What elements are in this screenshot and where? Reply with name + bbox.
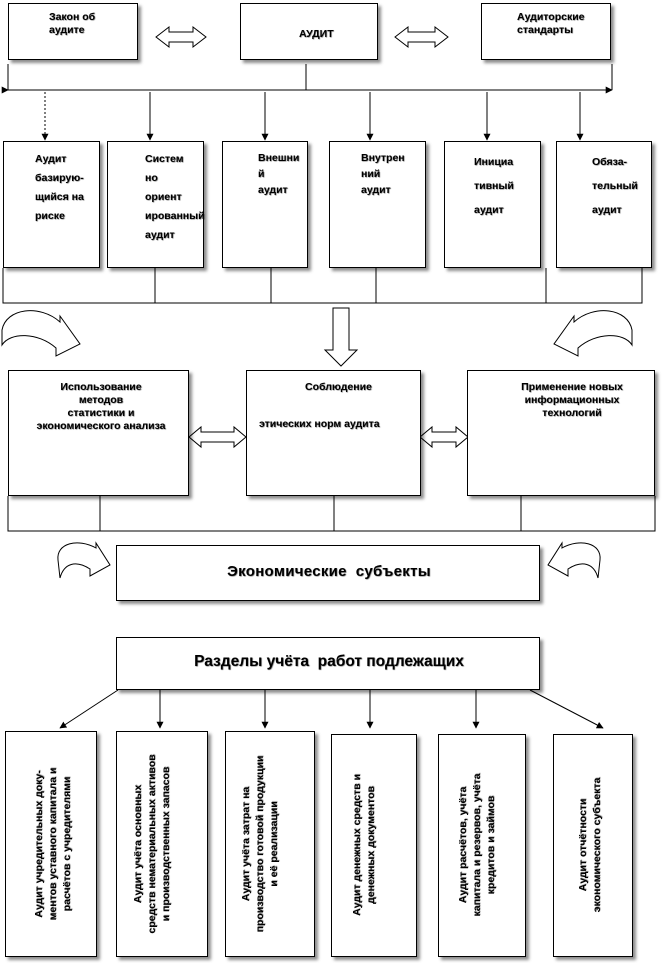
audit-type-initiative [444, 141, 541, 268]
audit-area-settlements [438, 734, 526, 957]
audit-type-mandatory [556, 141, 652, 268]
audit-type-initiative-label: Инициа тивный аудит [474, 156, 514, 216]
principle-statistics [8, 370, 189, 496]
law-label: Закон об аудите [49, 11, 96, 36]
audit-type-system [107, 141, 204, 268]
audit-type-risk [3, 141, 100, 268]
principle-ethics-title: Соблюдение [305, 381, 372, 393]
principle-ethics-text: этических норм аудита [259, 418, 380, 430]
audit-area-production-costs [225, 731, 315, 957]
law-box [8, 3, 138, 60]
accounting-sections-box [116, 637, 540, 690]
audit-area-founding-docs [5, 731, 97, 957]
audit-area-settlements-label: Аудит расчётов, учёта капитала и резервов, учёта кредитов и займов [457, 773, 497, 917]
audit-area-founding-docs-label: Аудит учредительных доку- ментов уставного капитала и расчётов с учредителями [33, 767, 73, 921]
principle-ethics [246, 370, 421, 496]
accounting-sections-label: Разделы учёта работ подлежащих [194, 653, 464, 670]
audit-type-risk-label: Аудит базирую- щийся на риске [35, 153, 84, 222]
audit-type-external-label: Внешни й аудит [258, 152, 300, 196]
audit-type-system-label: Систем но ориент ированный аудит [145, 153, 205, 241]
audit-area-reporting [553, 734, 633, 957]
principle-technology-label: Применение новых информационных технологий [521, 381, 623, 419]
audit-area-cash [331, 734, 417, 957]
audit-area-reporting-label: Аудит отчётности экономического субъекта [577, 777, 603, 913]
audit-label: АУДИТ [299, 28, 334, 40]
economic-subjects-box [116, 545, 540, 601]
audit-box [240, 3, 378, 60]
audit-area-fixed-assets [116, 731, 208, 957]
audit-type-internal-label: Внутрен ний аудит [361, 152, 405, 196]
standards-box [481, 3, 611, 60]
standards-label: Аудиторские стандарты [517, 11, 585, 36]
audit-area-fixed-assets-label: Аудит учёта основных средств нематериальных активов и производственных запасов [132, 754, 172, 934]
economic-subjects-label: Экономические субъекты [227, 563, 431, 580]
audit-type-internal [329, 141, 426, 268]
audit-area-cash-label: Аудит денежных средств и денежных документов [351, 774, 377, 916]
principle-technology [467, 370, 655, 496]
principle-statistics-label: Использование методов статистики и экономического анализа [36, 381, 166, 432]
audit-type-mandatory-label: Обяза- тельный аудит [592, 156, 638, 216]
audit-area-production-costs-label: Аудит учёта затрат на производство готовой продукции и её реализации [240, 755, 280, 933]
audit-type-external [222, 141, 308, 268]
